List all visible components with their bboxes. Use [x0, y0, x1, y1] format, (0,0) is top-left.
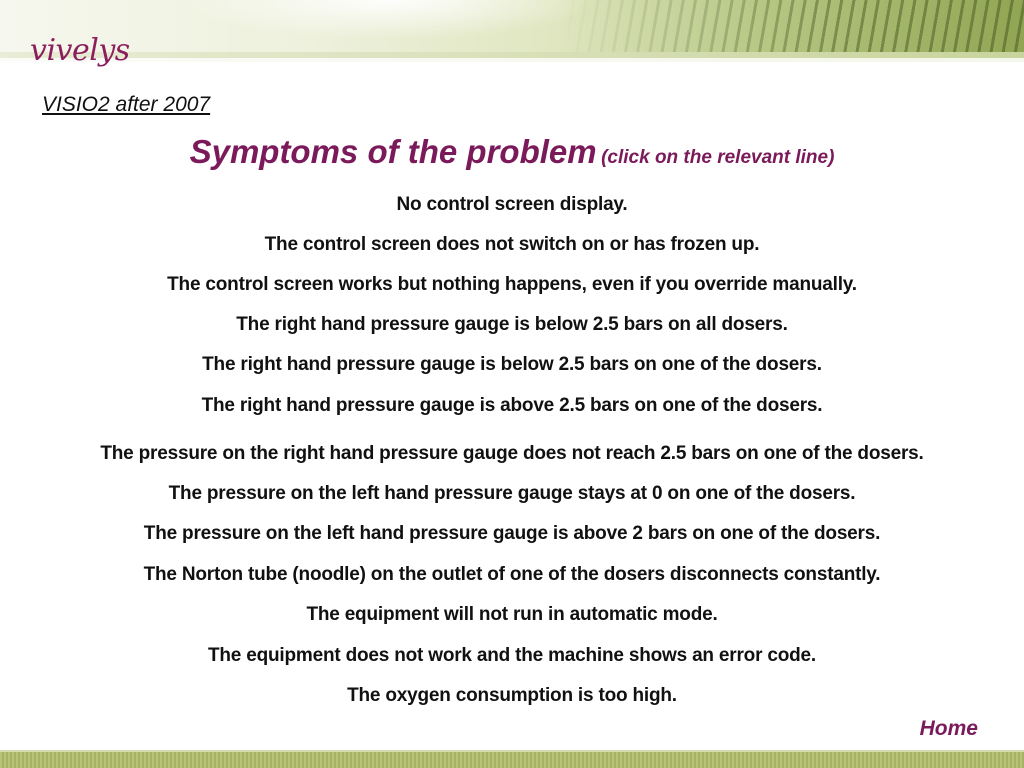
symptom-oxygen-high[interactable]: The oxygen consumption is too high. — [347, 685, 677, 706]
page-subtitle: VISIO2 after 2007 — [42, 93, 211, 116]
title-note: (click on the relevant line) — [601, 147, 835, 168]
symptom-right-gauge-below-all[interactable]: The right hand pressure gauge is below 2.5 bars on all dosers. — [236, 314, 788, 335]
symptom-right-gauge-above-one[interactable]: The right hand pressure gauge is above 2.5 bars on one of the dosers. — [201, 395, 823, 416]
symptom-no-display[interactable]: No control screen display. — [396, 194, 628, 215]
page-title — [0, 133, 1024, 171]
symptom-screen-frozen[interactable]: The control screen does not switch on or has frozen up. — [264, 234, 760, 255]
home-link[interactable]: Home — [919, 717, 978, 740]
symptom-norton-tube[interactable]: The Norton tube (noodle) on the outlet of one of the dosers disconnects constantly. — [143, 564, 881, 585]
symptom-right-gauge-below-one[interactable]: The right hand pressure gauge is below 2.5 bars on one of the dosers. — [202, 354, 822, 375]
banner-sheen — [180, 0, 600, 40]
symptom-nothing-happens[interactable]: The control screen works but nothing happens, even if you override manually. — [167, 274, 857, 295]
symptom-error-code[interactable]: The equipment does not work and the machine shows an error code. — [208, 645, 816, 666]
logo-text: vivelys — [30, 33, 130, 68]
title-main: Symptoms of the problem — [189, 133, 597, 170]
banner-divider-highlight — [0, 58, 1024, 62]
vivelys-logo — [30, 33, 130, 73]
header-banner — [0, 0, 1024, 62]
symptom-left-gauge-zero[interactable]: The pressure on the left hand pressure gauge stays at 0 on one of the dosers. — [168, 483, 856, 504]
symptom-right-gauge-not-reach[interactable]: The pressure on the right hand pressure gauge does not reach 2.5 bars on one of the dosers. — [100, 443, 924, 464]
symptom-left-gauge-above[interactable]: The pressure on the left hand pressure gauge is above 2 bars on one of the dosers. — [143, 523, 881, 544]
vineyard-image — [560, 0, 1024, 52]
footer-bar — [0, 752, 1024, 768]
symptom-no-auto-mode[interactable]: The equipment will not run in automatic mode. — [306, 604, 718, 625]
